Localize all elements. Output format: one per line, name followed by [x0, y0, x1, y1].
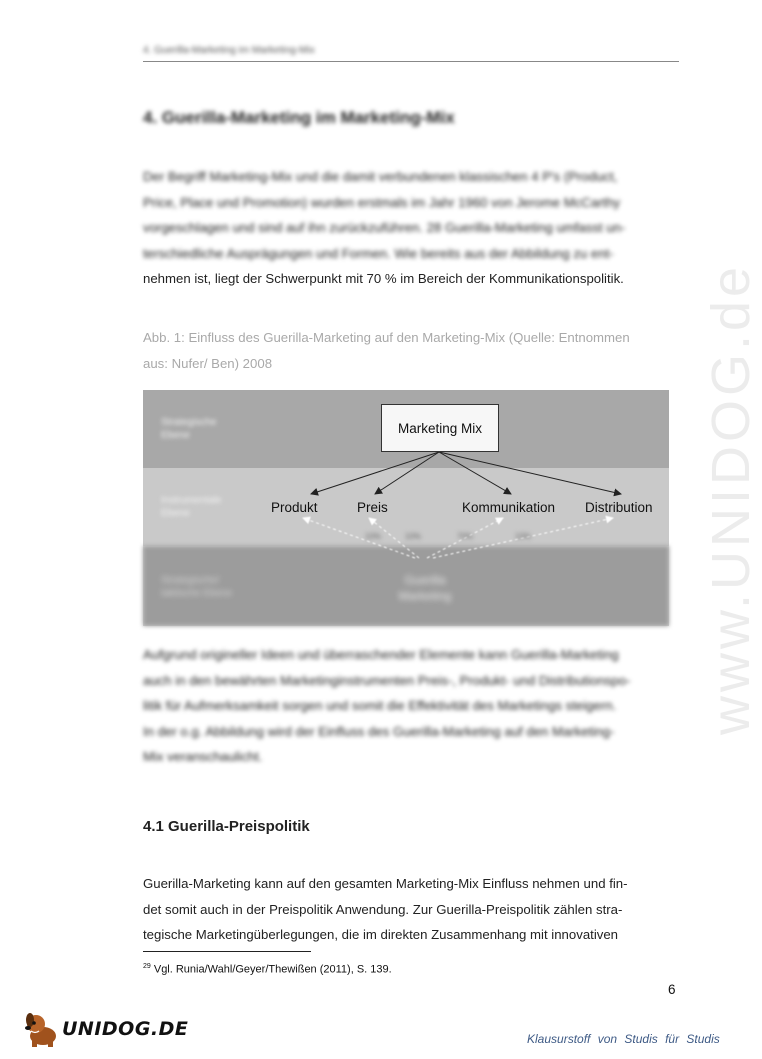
text-line: terschiedliche Ausprägungen und Formen. Wie bereits aus der Abbildung zu ent- — [143, 245, 614, 261]
preispolitik-paragraph — [143, 871, 679, 948]
intro-paragraph — [143, 164, 679, 292]
text-line: litik für Aufmerksamkeit sorgen und somit die Effektivität des Marketings steigern. — [143, 698, 617, 713]
header-rule — [143, 61, 679, 62]
text-line: Price, Place und Promotion) wurden erstmals im Jahr 1960 von Jerome McCarthy — [143, 194, 621, 210]
watermark: www.UNIDOG.de — [701, 262, 761, 735]
percent-label: 10% — [365, 532, 382, 541]
tactical-level-label: Strategische/ taktische Ebene — [161, 575, 233, 599]
arrow-kommunikation — [439, 452, 511, 494]
logo-text: UNIDOG.DE — [62, 1018, 189, 1040]
caption-line: Abb. 1: Einfluss des Guerilla-Marketing auf den Marketing-Mix (Quelle: Entnommen — [143, 330, 630, 345]
running-header: 4. Guerilla-Marketing im Marketing-Mix — [143, 45, 315, 56]
text-line: Aufgrund origineller Ideen und überraschender Elemente kann Guerilla-Marketing — [143, 647, 619, 662]
text-line: tegische Marketingüberlegungen, die im direkten Zusammenhang mit innovativen — [143, 927, 619, 942]
footer-tagline: Klausurstoff von Studis für Studis — [527, 1032, 720, 1046]
strategic-level-label: Strategische Ebene — [161, 417, 217, 441]
text-line: Guerilla-Marketing kann auf den gesamten Marketing-Mix Einfluss nehmen und fin- — [143, 876, 628, 891]
marketing-mix-diagram — [143, 390, 669, 626]
caption-line: aus: Nufer/ Ben) 2008 — [143, 355, 273, 371]
footnote-number: 29 — [143, 963, 151, 970]
text-line: auch in den bewährten Marketinginstrumenten Preis-, Produkt- und Distributionspo- — [143, 672, 631, 688]
percent-label: 10% — [405, 532, 422, 541]
node-kommunikation: Kommunikation — [462, 500, 556, 515]
marketing-mix-box: Marketing Mix — [381, 404, 499, 452]
text-line: Der Begriff Marketing-Mix und die damit verbundenen klassischen 4 P's (Product, — [143, 169, 618, 184]
arrow-produkt — [311, 452, 439, 494]
node-distribution: Distribution — [585, 500, 653, 515]
instrumental-level-label: Instrumentale Ebene — [161, 495, 222, 519]
text-line: vorgeschlagen und sind auf ihn zurückzuführen. 28 Guerilla-Marketing umfasst un- — [143, 220, 626, 235]
guerilla-marketing-source: Guerilla Marketing — [398, 573, 452, 603]
node-preis: Preis — [357, 500, 388, 515]
subsection-title: 4.1 Guerilla-Preispolitik — [143, 818, 310, 835]
node-produkt: Produkt — [271, 500, 318, 515]
footnote-rule — [143, 951, 311, 952]
dashed-arrow-produkt — [303, 518, 415, 558]
dog-mascot-icon — [22, 1010, 64, 1048]
text-line: Mix veranschaulicht. — [143, 749, 263, 764]
figure-caption — [143, 325, 679, 376]
section-title: 4. Guerilla-Marketing im Marketing-Mix — [143, 108, 455, 127]
after-figure-paragraph — [143, 642, 679, 770]
footnote — [143, 963, 392, 976]
arrow-distribution — [439, 452, 621, 494]
percent-label: 10% — [515, 532, 532, 541]
page-number: 6 — [668, 982, 676, 997]
text-line: det somit auch in der Preispolitik Anwendung. Zur Guerilla-Preispolitik zählen stra- — [143, 901, 623, 917]
percent-label: 70% — [457, 532, 474, 541]
arrow-preis — [375, 452, 439, 494]
footnote-text: Vgl. Runia/Wahl/Geyer/Thewißen (2011), S. 139. — [150, 963, 392, 976]
text-line: In der o.g. Abbildung wird der Einfluss des Guerilla-Marketing auf den Marketing- — [143, 723, 615, 739]
text-line: nehmen ist, liegt der Schwerpunkt mit 70 % im Bereich der Kommunikationspolitik. — [143, 271, 624, 286]
